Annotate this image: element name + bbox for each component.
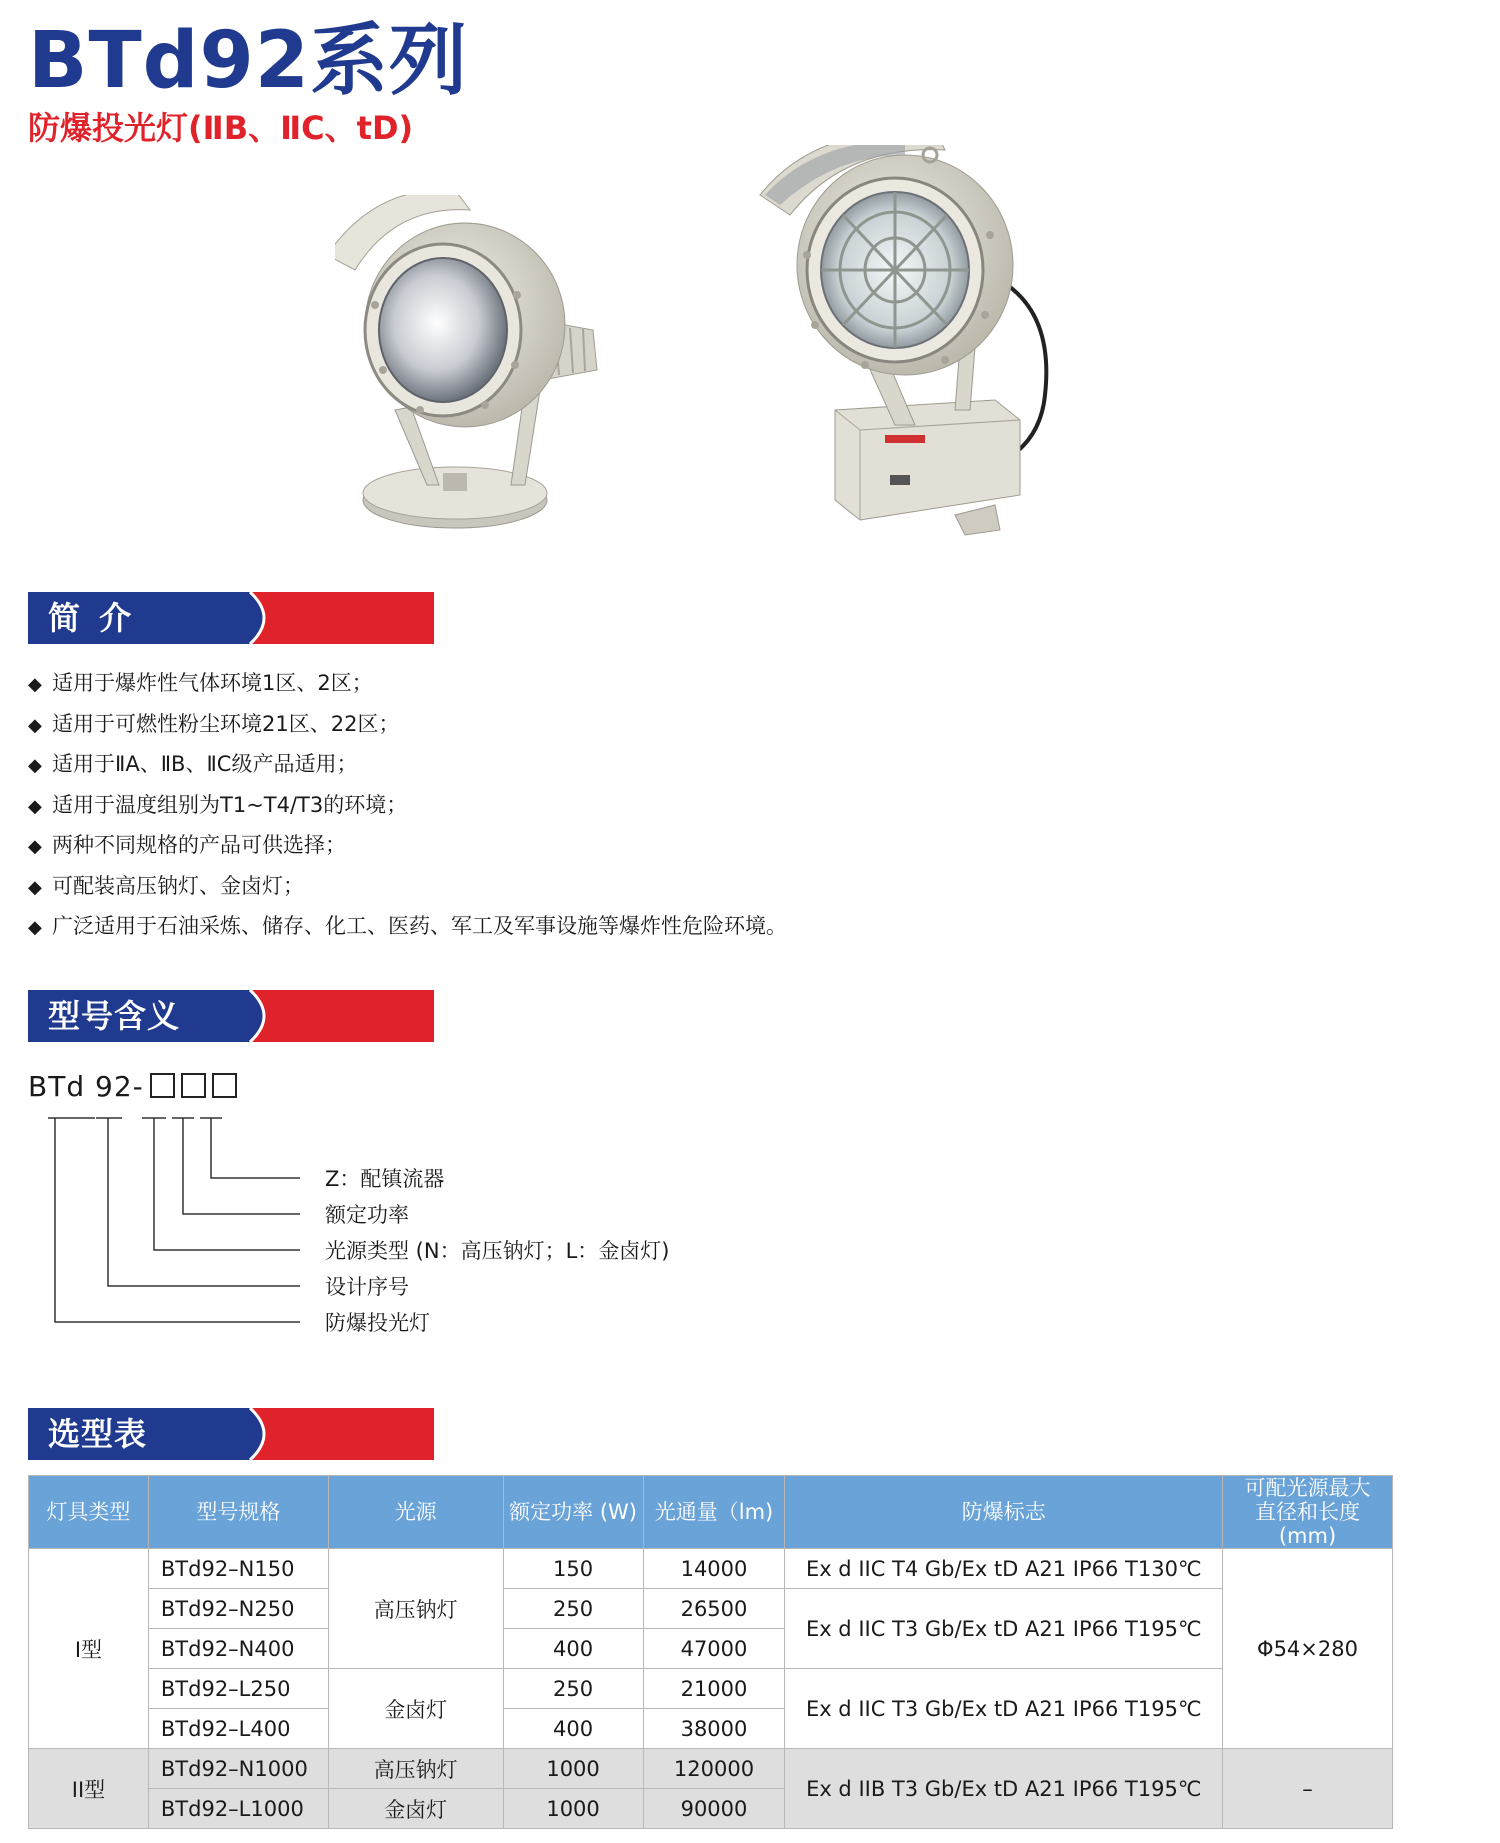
cell-source: 高压钠灯	[328, 1749, 503, 1789]
section-banner-model	[28, 990, 434, 1042]
cell-source: 金卤灯	[328, 1789, 503, 1829]
list-item: ◆ 适用于爆炸性气体环境1区、2区；	[28, 664, 928, 705]
cell-ex-mark: Ex d IIB T3 Gb/Ex tD A21 IP66 T195℃	[785, 1749, 1223, 1829]
cell-power: 1000	[503, 1789, 643, 1829]
diamond-bullet-icon: ◆	[28, 674, 42, 695]
cell-model: BTd92–L1000	[148, 1789, 328, 1829]
cell-flux: 90000	[643, 1789, 785, 1829]
cell-type: II型	[29, 1749, 149, 1829]
cell-flux: 21000	[643, 1669, 785, 1709]
table-row	[29, 1669, 1393, 1709]
list-item: ◆ 广泛适用于石油采炼、储存、化工、医药、军工及军事设施等爆炸性危险环境。	[28, 907, 928, 948]
table-row	[29, 1589, 1393, 1629]
list-item: ◆ 可配装高压钠灯、金卤灯；	[28, 867, 928, 908]
cell-flux: 38000	[643, 1709, 785, 1749]
section-banner-selection	[28, 1408, 434, 1460]
legend-product: 防爆投光灯	[325, 1311, 430, 1335]
selection-table	[28, 1475, 1393, 1829]
list-item: ◆ 两种不同规格的产品可供选择；	[28, 826, 928, 867]
cell-power: 400	[503, 1709, 643, 1749]
table-row	[29, 1749, 1393, 1789]
diamond-bullet-icon: ◆	[28, 755, 42, 776]
model-code-number: 92-	[95, 1070, 144, 1103]
model-code-box-1	[150, 1073, 175, 1098]
col-header-model: 型号规格	[148, 1476, 328, 1549]
cell-source: 金卤灯	[328, 1669, 503, 1749]
table-header-row	[29, 1476, 1393, 1549]
section-title-model: 型号含义	[48, 997, 181, 1035]
cell-model: BTd92–N400	[148, 1629, 328, 1669]
section-banner-intro	[28, 592, 434, 644]
col-header-type: 灯具类型	[29, 1476, 149, 1549]
list-item: ◆ 适用于可燃性粉尘环境21区、22区；	[28, 705, 928, 746]
floodlight-base-mount-image	[335, 195, 635, 540]
model-code-box-2	[181, 1073, 206, 1098]
cell-flux: 47000	[643, 1629, 785, 1669]
cell-model: BTd92–N250	[148, 1589, 328, 1629]
cell-flux: 120000	[643, 1749, 785, 1789]
col-header-max-size: 可配光源最大 直径和长度(mm)	[1223, 1476, 1393, 1549]
legend-ballast: Z：配镇流器	[325, 1167, 445, 1191]
model-code-box-3	[212, 1073, 237, 1098]
cell-power: 400	[503, 1629, 643, 1669]
model-code	[28, 1070, 237, 1103]
diamond-bullet-icon: ◆	[28, 714, 42, 736]
page-subtitle: 防爆投光灯(ⅡB、ⅡC、tD)	[28, 109, 414, 147]
cell-power: 150	[503, 1549, 643, 1589]
cell-model: BTd92–L250	[148, 1669, 328, 1709]
section-title-intro: 简 介	[48, 599, 136, 637]
col-header-power: 额定功率 (W)	[503, 1476, 643, 1549]
diamond-bullet-icon: ◆	[28, 795, 42, 817]
cell-ex-mark: Ex d IIC T3 Gb/Ex tD A21 IP66 T195℃	[785, 1669, 1223, 1749]
col-header-flux: 光通量（lm)	[643, 1476, 785, 1549]
cell-ex-mark: Ex d IIC T3 Gb/Ex tD A21 IP66 T195℃	[785, 1589, 1223, 1669]
list-item: ◆ 适用于ⅡA、ⅡB、ⅡC级产品适用；	[28, 745, 928, 786]
legend-power: 额定功率	[325, 1203, 409, 1227]
diamond-bullet-icon: ◆	[28, 836, 42, 857]
model-code-series: BTd	[28, 1070, 86, 1103]
cell-power: 250	[503, 1669, 643, 1709]
col-header-source: 光源	[328, 1476, 503, 1549]
cell-model: BTd92–N1000	[148, 1749, 328, 1789]
cell-flux: 26500	[643, 1589, 785, 1629]
cell-flux: 14000	[643, 1549, 785, 1589]
cell-ex-mark: Ex d IIC T4 Gb/Ex tD A21 IP66 T130℃	[785, 1549, 1223, 1589]
list-item: ◆ 适用于温度组别为T1~T4/T3的环境；	[28, 786, 928, 827]
intro-list	[28, 664, 928, 948]
cell-power: 1000	[503, 1749, 643, 1789]
legend-design-number: 设计序号	[325, 1275, 409, 1299]
diamond-bullet-icon: ◆	[28, 917, 42, 938]
diamond-bullet-icon: ◆	[28, 876, 42, 898]
cell-type: I型	[29, 1549, 149, 1749]
model-legend-lines	[0, 1100, 330, 1340]
cell-max-size: –	[1223, 1749, 1393, 1829]
cell-model: BTd92–L400	[148, 1709, 328, 1749]
cell-source: 高压钠灯	[328, 1549, 503, 1669]
table-row	[29, 1549, 1393, 1589]
col-header-ex-mark: 防爆标志	[785, 1476, 1223, 1549]
floodlight-ballast-image	[755, 145, 1065, 550]
section-title-selection: 选型表	[48, 1415, 148, 1453]
page-title: BTd92系列	[28, 16, 469, 106]
legend-source-type: 光源类型 (N：高压钠灯；L：金卤灯)	[325, 1239, 670, 1263]
cell-max-size: Φ54×280	[1223, 1549, 1393, 1749]
cell-model: BTd92–N150	[148, 1549, 328, 1589]
cell-power: 250	[503, 1589, 643, 1629]
